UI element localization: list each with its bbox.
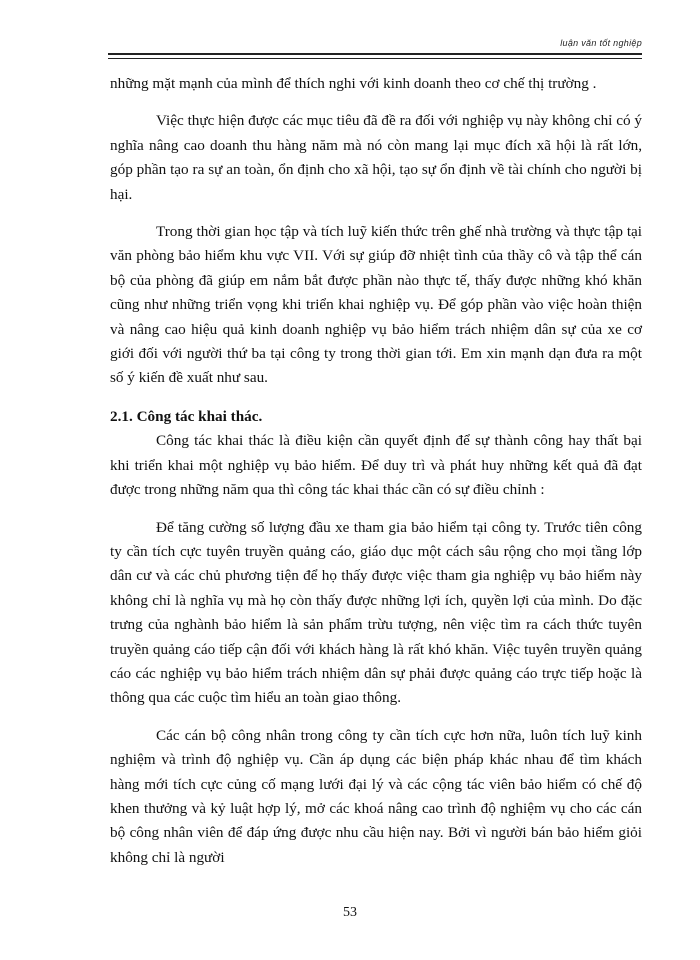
paragraph-4: Công tác khai thác là điều kiện cần quyết định để sự thành công hay thất bại khi triển khai một nghiệp vụ bảo hiểm. Để duy trì và phát huy những kết quả đã đạt được trong những năm qua thì công tác khai thác cần có sự điều chỉnh : — [110, 432, 642, 499]
paragraph-3: Trong thời gian học tập và tích luỹ kiến thức trên ghế nhà trường và thực tập tại văn phòng bảo hiểm khu vực VII. Với sự giúp đỡ nhiệt tình của thầy cô và tập thể cán bộ của phòng đã giúp em nắm bắt được phần nào thực tế, thấy được những khó khăn cũng như những triển vọng khi triển khai nghiệp vụ. Để góp phần vào việc hoàn thiện và nâng cao hiệu quả kinh doanh nghiệp vụ bảo hiểm trách nhiệm dân sự của xe cơ giới đối với người thứ ba tại công ty trong thời gian tới. Em xin mạnh dạn đưa ra một số ý kiến đề xuất như sau. — [110, 223, 642, 387]
section-heading: 2.1. Công tác khai thác. — [110, 407, 263, 425]
header-rule-thin — [108, 58, 642, 59]
header-rule-thick — [108, 53, 642, 55]
paragraph-2: Việc thực hiện được các mục tiêu đã đề ra đối với nghiệp vụ này không chỉ có ý nghĩa nâng cao doanh thu hàng năm mà nó còn mang lại mục đích xã hội là rất lớn, góp phần tạo ra sự an toàn, ổn định cho xã hội, tạo sự ổn định về tài chính cho người bị hại. — [110, 112, 642, 203]
body-text — [110, 72, 642, 870]
paragraph-1: những mặt mạnh của mình để thích nghi với kinh doanh theo cơ chế thị trường . — [110, 75, 597, 92]
running-header: luận văn tốt nghiệp — [560, 38, 642, 48]
paragraph-5: Để tăng cường số lượng đầu xe tham gia bảo hiểm tại công ty. Trước tiên công ty cần tích cực tuyên truyền quảng cáo, giáo dục một cách sâu rộng cho mọi tầng lớp dân cư và các chủ phương tiện để họ thấy được việc tham gia nghiệp vụ bảo hiểm này không chỉ là nghĩa vụ mà họ còn thấy được những lợi ích, quyền lợi của mình. Do đặc trưng của nghành bảo hiểm là sản phẩm trừu tượng, nên việc tìm ra cách thức tuyên truyền quảng cáo tiếp cận đối với khách hàng là rất khó khăn. Việc tuyên truyền quảng cáo các nghiệp vụ bảo hiểm trách nhiệm dân sự phải được quảng cáo trực tiếp hoặc là thông qua các cuộc tìm hiểu an toàn giao thông. — [110, 518, 642, 707]
paragraph-6: Các cán bộ công nhân trong công ty cần tích cực hơn nữa, luôn tích luỹ kinh nghiệm và trình độ nghiệp vụ. Cần áp dụng các biện pháp khác nhau để tìm khách hàng mới tích cực củng cố mạng lưới đại lý và các cộng tác viên bảo hiểm có chế độ khen thưởng và kỷ luật hợp lý, mở các khoá nâng cao trình độ nghiệm vụ cho các cán bộ công nhân viên để đáp ứng được nhu cầu hiện nay. Bởi vì người bán bảo hiểm giỏi không chỉ là người — [110, 726, 642, 866]
page-number: 53 — [343, 905, 357, 920]
